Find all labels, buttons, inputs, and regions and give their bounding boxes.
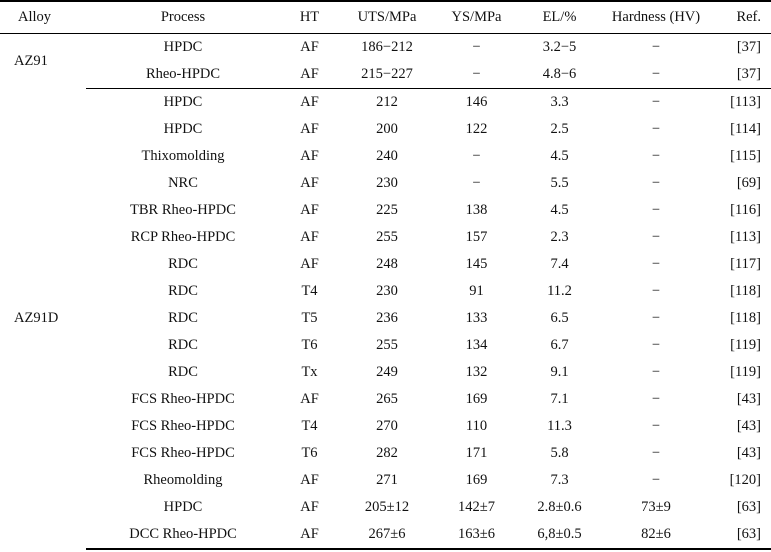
uts-cell: 225 (376, 202, 398, 218)
process-cell: HPDC (163, 94, 203, 110)
table-row (0, 61, 771, 89)
ht-cell: AF (300, 499, 319, 515)
process-cell: FCS Rheo-HPDC (131, 391, 235, 407)
table-row (0, 521, 771, 549)
ys-cell: 91 (469, 283, 484, 299)
ref-cell: [37] (711, 61, 771, 89)
ys-cell: 122 (465, 121, 488, 137)
table-row (0, 305, 771, 332)
ht-cell: AF (300, 175, 319, 191)
ys-cell: 133 (465, 310, 488, 326)
table-row (0, 413, 771, 440)
ht-cell: AF (300, 202, 319, 218)
ref-cell: [116] (730, 202, 761, 218)
uts-cell: 270 (376, 418, 398, 434)
ys-cell: − (435, 61, 518, 89)
ht-cell: AF (300, 256, 319, 272)
el-cell: 11.2 (547, 283, 572, 299)
ref-cell: [43] (736, 391, 761, 407)
uts-cell: 248 (376, 256, 398, 272)
ref-cell: [113] (730, 229, 761, 245)
table-row (0, 251, 771, 278)
header-uts: UTS/MPa (339, 1, 435, 34)
header-process: Process (86, 1, 280, 34)
hardness-cell: − (651, 472, 661, 488)
ht-cell: AF (300, 148, 319, 164)
hardness-cell: − (651, 337, 661, 353)
process-cell: HPDC (163, 121, 203, 137)
ref-cell: [63] (736, 499, 761, 515)
hardness-cell: − (651, 283, 661, 299)
ys-cell: 145 (465, 256, 488, 272)
hardness-cell: 82±6 (601, 521, 711, 549)
ys-cell: 163±6 (435, 521, 518, 549)
table-row (0, 170, 771, 197)
el-cell: 7.3 (550, 472, 569, 488)
ref-cell: [69] (736, 175, 761, 191)
uts-cell: 230 (376, 283, 398, 299)
hardness-cell: − (651, 229, 661, 245)
hardness-cell: − (651, 256, 661, 272)
ys-cell: 132 (465, 364, 488, 380)
el-cell: 2.3 (550, 229, 569, 245)
process-cell: DCC Rheo-HPDC (86, 521, 280, 549)
process-cell: Thixomolding (141, 148, 225, 164)
ref-cell: [115] (730, 148, 761, 164)
hardness-cell: − (651, 121, 661, 137)
el-cell: 6.5 (550, 310, 569, 326)
ys-cell: − (472, 148, 481, 164)
hardness-cell: − (651, 445, 661, 461)
process-cell: RCP Rheo-HPDC (130, 229, 236, 245)
el-cell: 5.8 (550, 445, 569, 461)
el-cell: 7.1 (550, 391, 569, 407)
ref-cell: [119] (730, 337, 761, 353)
el-cell: 3.3 (550, 94, 569, 110)
header-row (0, 1, 771, 34)
ys-cell: 171 (465, 445, 488, 461)
uts-cell: 267±6 (339, 521, 435, 549)
process-cell: RDC (168, 310, 198, 326)
el-cell: 4.5 (550, 148, 569, 164)
uts-cell: 230 (376, 175, 398, 191)
uts-cell: 282 (376, 445, 398, 461)
ref-cell: [120] (729, 472, 761, 488)
hardness-cell: − (651, 175, 661, 191)
ys-cell: 157 (465, 229, 488, 245)
process-cell: RDC (168, 256, 198, 272)
ys-cell: 110 (465, 418, 488, 434)
ht-cell: AF (300, 94, 319, 110)
header-ys: YS/MPa (435, 1, 518, 34)
ys-cell: 134 (465, 337, 488, 353)
table-row (0, 116, 771, 143)
ht-cell: T6 (301, 445, 318, 461)
el-cell: 2.5 (550, 121, 569, 137)
hardness-cell: − (651, 148, 661, 164)
el-cell: 4.8−6 (518, 61, 601, 89)
ht-cell: T6 (301, 337, 318, 353)
table-row (0, 494, 771, 521)
ref-cell: [119] (730, 364, 761, 380)
el-cell: 6,8±0.5 (518, 521, 601, 549)
table-row (0, 278, 771, 305)
process-cell: Rheo-HPDC (86, 61, 280, 89)
uts-cell: 205±12 (364, 499, 410, 515)
hardness-cell: − (651, 39, 661, 55)
header-el: EL/% (518, 1, 601, 34)
ref-cell: [118] (730, 283, 761, 299)
el-cell: 3.2−5 (542, 39, 577, 55)
table-row (0, 386, 771, 413)
ht-cell: Tx (301, 364, 318, 380)
process-cell: TBR Rheo-HPDC (130, 202, 236, 218)
ref-cell: [117] (730, 256, 761, 272)
hardness-cell: − (601, 61, 711, 89)
process-cell: HPDC (163, 39, 203, 55)
table-row (0, 467, 771, 494)
ht-cell: AF (300, 121, 319, 137)
table-row (0, 197, 771, 224)
el-cell: 5.5 (550, 175, 569, 191)
uts-cell: 249 (376, 364, 398, 380)
alloy-cell: AZ91 (14, 52, 48, 69)
hardness-cell: − (651, 310, 661, 326)
table-body (0, 34, 771, 550)
process-cell: Rheomolding (143, 472, 223, 488)
uts-cell: 212 (376, 94, 398, 110)
table-row (0, 332, 771, 359)
ys-cell: − (472, 39, 481, 55)
header-ht: HT (280, 1, 339, 34)
table-row (0, 440, 771, 467)
ys-cell: 169 (465, 391, 488, 407)
uts-cell: 186−212 (361, 39, 413, 55)
header-ref: Ref. (711, 1, 771, 34)
uts-cell: 215−227 (339, 61, 435, 89)
process-cell: FCS Rheo-HPDC (131, 445, 235, 461)
ht-cell: AF (300, 472, 319, 488)
ys-cell: − (472, 175, 481, 191)
process-cell: HPDC (163, 499, 203, 515)
ht-cell: AF (300, 39, 319, 55)
table-row (0, 224, 771, 251)
ys-cell: 138 (465, 202, 488, 218)
ys-cell: 169 (465, 472, 488, 488)
el-cell: 4.5 (550, 202, 569, 218)
uts-cell: 240 (376, 148, 398, 164)
ht-cell: AF (280, 61, 339, 89)
el-cell: 11.3 (547, 418, 572, 434)
hardness-cell: − (651, 94, 661, 110)
ref-cell: [113] (730, 94, 761, 110)
header-hardness: Hardness (HV) (601, 1, 711, 34)
ref-cell: [63] (711, 521, 771, 549)
process-cell: RDC (168, 364, 198, 380)
ys-cell: 142±7 (458, 499, 495, 515)
hardness-cell: − (651, 391, 661, 407)
hardness-cell: 73±9 (641, 499, 671, 515)
ht-cell: AF (300, 229, 319, 245)
ht-cell: T4 (301, 283, 318, 299)
el-cell: 2.8±0.6 (537, 499, 582, 515)
table-row (0, 143, 771, 170)
uts-cell: 236 (376, 310, 398, 326)
hardness-cell: − (651, 418, 661, 434)
uts-cell: 265 (376, 391, 398, 407)
ht-cell: AF (280, 521, 339, 549)
ref-cell: [43] (736, 445, 761, 461)
el-cell: 9.1 (550, 364, 569, 380)
uts-cell: 255 (376, 229, 398, 245)
alloy-cell: AZ91D (14, 310, 59, 327)
ht-cell: T4 (301, 418, 318, 434)
table-header (0, 1, 771, 34)
ys-cell: 146 (465, 94, 488, 110)
table-row (0, 359, 771, 386)
process-cell: FCS Rheo-HPDC (131, 418, 235, 434)
ref-cell: [43] (736, 418, 761, 434)
ht-cell: AF (300, 391, 319, 407)
process-cell: RDC (168, 283, 198, 299)
hardness-cell: − (651, 202, 661, 218)
table-row (0, 89, 771, 117)
ht-cell: T5 (301, 310, 318, 326)
ref-cell: [114] (730, 121, 761, 137)
uts-cell: 271 (376, 472, 398, 488)
process-cell: RDC (168, 337, 198, 353)
uts-cell: 255 (376, 337, 398, 353)
header-alloy: Alloy (0, 1, 86, 34)
el-cell: 6.7 (550, 337, 569, 353)
hardness-cell: − (651, 364, 661, 380)
uts-cell: 200 (376, 121, 398, 137)
ref-cell: [37] (736, 39, 761, 55)
process-cell: NRC (168, 175, 198, 191)
ref-cell: [118] (730, 310, 761, 326)
table-row (0, 34, 771, 62)
el-cell: 7.4 (550, 256, 569, 272)
